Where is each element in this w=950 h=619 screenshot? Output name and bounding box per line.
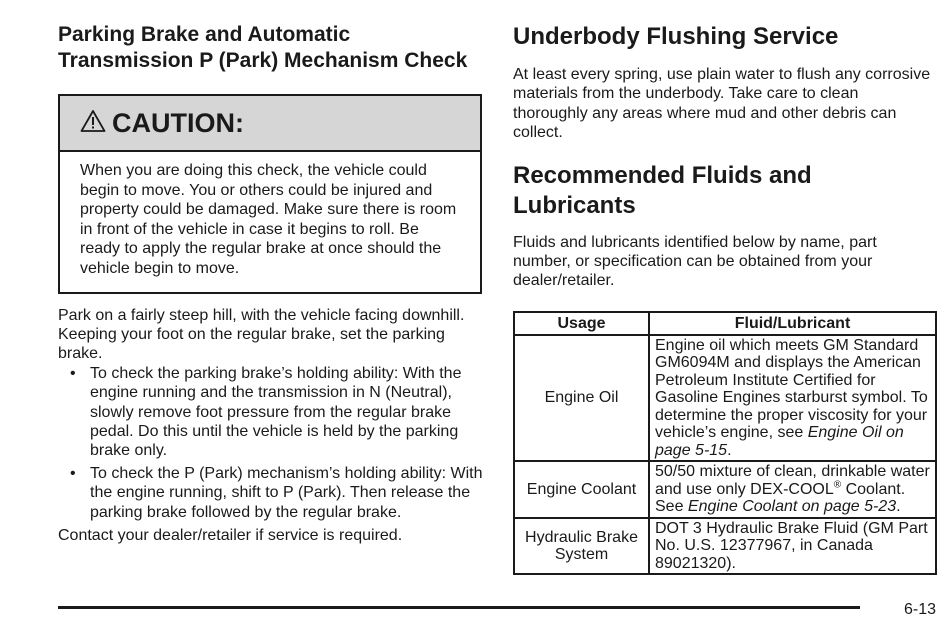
fluids-table	[513, 311, 937, 576]
check-instructions	[58, 306, 483, 546]
check-steps-list	[58, 364, 483, 522]
caution-text: When you are doing this check, the vehicle could begin to move. You or others could be injured and property could be damaged. Make sure there is room in front of the vehicle in case it begins to roll. Be ready to apply the regular brake at once should the vehicle begin to move.	[80, 162, 457, 277]
table-header-row	[514, 312, 936, 335]
underbody-paragraph: At least every spring, use plain water to flush any corrosive materials from the underbody. Take care to clean thoroughly any areas where mud and other debris can collect.	[513, 66, 931, 142]
fluid-end: .	[896, 498, 901, 516]
parking-brake-heading: Parking Brake and Automatic Transmission P (Park) Mechanism Check	[58, 23, 468, 72]
usage-cell: Hydraulic Brake System	[514, 518, 649, 575]
list-item-text: To check the parking brake’s holding ability: With the engine running and the transmission in N (Neutral), slowly remove foot pressure from the regular brake pedal. Do this until the vehicle is held by the parking brake only.	[90, 364, 462, 460]
fluid-end: .	[727, 441, 732, 459]
footer-rule	[58, 606, 860, 609]
fluids-paragraph: Fluids and lubricants identified below by name, part number, or specification can be obtained from your dealer/retailer.	[513, 233, 877, 290]
column-header-fluid: Fluid/Lubricant	[649, 312, 936, 335]
fluid-cell	[649, 335, 936, 462]
fluids-heading: Recommended Fluids and Lubricants	[513, 161, 812, 219]
usage-cell: Engine Coolant	[514, 461, 649, 518]
bullet-icon: •	[70, 364, 76, 382]
list-item	[58, 464, 483, 522]
page-reference: Engine Coolant on page 5-23	[687, 498, 897, 516]
underbody-flushing-heading: Underbody Flushing Service	[513, 23, 839, 50]
column-header-usage: Usage	[514, 312, 649, 335]
caution-box	[58, 94, 482, 294]
caution-header	[60, 96, 480, 152]
fluid-cell: DOT 3 Hydraulic Brake Fluid (GM Part No. U.S. 12377967, in Canada 89021320).	[649, 518, 936, 575]
fluid-cell	[649, 461, 936, 518]
fluid-text-2: Coolant. See	[655, 480, 906, 516]
intro-paragraph: Park on a fairly steep hill, with the vehicle facing downhill. Keeping your foot on the regular brake, set the parking brake.	[58, 306, 465, 363]
fluid-text: Engine oil which meets GM Standard GM6094M and displays the American Petroleum Institute Certified for Gasoline Engines starburst symbol. To determine the proper viscosity for your vehicle’s engine, see	[655, 336, 928, 442]
left-column	[58, 22, 483, 545]
list-item-text: To check the P (Park) mechanism’s holding ability: With the engine running, shift to P (Park). Then release the parking brake followed by the regular brake.	[90, 464, 483, 521]
caution-title: CAUTION:	[112, 107, 244, 138]
warning-triangle-icon	[80, 109, 106, 133]
bullet-icon: •	[70, 464, 76, 482]
page-reference: Engine Oil on page 5-15	[655, 424, 904, 459]
table-row	[514, 335, 936, 462]
usage-cell: Engine Oil	[514, 335, 649, 462]
table-row	[514, 518, 936, 575]
contact-paragraph: Contact your dealer/retailer if service is required.	[58, 527, 403, 545]
list-item	[58, 364, 483, 461]
fluid-text: 50/50 mixture of clean, drinkable water and use only DEX-COOL	[655, 463, 930, 498]
table-row	[514, 461, 936, 518]
right-column	[513, 22, 937, 575]
registered-mark: ®	[833, 479, 842, 491]
page-number: 6-13	[903, 601, 936, 618]
